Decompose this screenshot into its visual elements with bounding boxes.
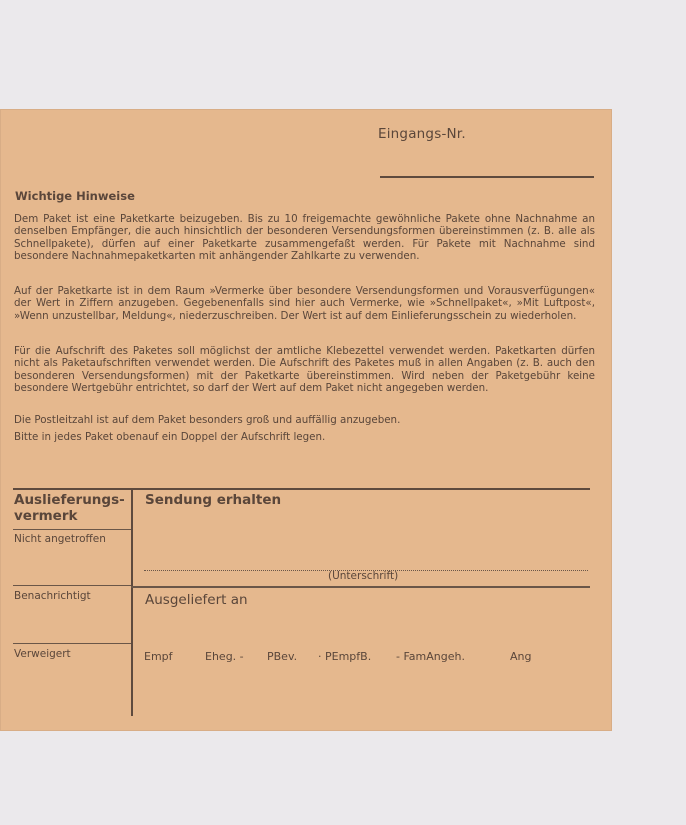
- form-top-rule: [13, 488, 590, 490]
- left-rule-2: [13, 585, 131, 586]
- verweigert-label: Verweigert: [14, 648, 71, 660]
- hinweise-paragraph-2: Auf der Paketkarte ist in dem Raum »Vermerke über besondere Versendungsformen und Vorausverfügungen« der Wert in Ziffern anzugeben. Gegebenenfalls sind hier auch Vermerke, wie »Schnellpaket«, »Mit Luftpost«, »Wenn unzustellbar, Meldung«, niederzuschreiben. Der Wert ist auf dem Einlieferungsschein zu wiederholen.: [14, 285, 595, 322]
- left-rule-3: [13, 643, 131, 644]
- hinweise-paragraph-4: Die Postleitzahl ist auf dem Paket besonders groß und auffällig anzugeben.: [14, 414, 401, 426]
- hinweise-title: Wichtige Hinweise: [15, 189, 135, 203]
- eingangs-nr-field-line: [380, 176, 594, 178]
- ausgeliefert-an-label: Ausgeliefert an: [145, 592, 248, 608]
- recipient-empf: Empf: [144, 650, 173, 663]
- form-column-divider: [131, 490, 133, 716]
- parcel-card: [0, 109, 612, 731]
- recipient-ang: Ang: [510, 650, 532, 663]
- recipient-eheg: Eheg. -: [205, 650, 244, 663]
- hinweise-paragraph-3: Für die Aufschrift des Paketes soll möglichst der amtliche Klebezettel verwendet werden. Paketkarten dürfen nicht als Paketaufschriften verwendet werden. Die Aufschrift des Paketes muß in allen Angaben (z. B. auch den besonderen Versendungsformen) mit der Paketkarte übereinstimmen. Wird neben der Paketgebühr keine besondere Wertgebühr entrichtet, so darf der Wert auf dem Paket nicht angegeben werden.: [14, 345, 595, 395]
- unterschrift-label: (Unterschrift): [328, 570, 399, 582]
- recipient-pempfb: · PEmpfB.: [318, 650, 372, 663]
- eingangs-nr-label: Eingangs-Nr.: [378, 126, 466, 142]
- sendung-erhalten-label: Sendung erhalten: [145, 492, 282, 508]
- auslieferungsvermerk-label: Auslieferungs- vermerk: [14, 492, 125, 524]
- hinweise-paragraph-5: Bitte in jedes Paket obenauf ein Doppel der Aufschrift legen.: [14, 431, 326, 443]
- hinweise-paragraph-1: Dem Paket ist eine Paketkarte beizugeben. Bis zu 10 freigemachte gewöhnliche Pakete ohne Nachnahme an denselben Empfänger, die auch hinsichtlich der besonderen Versendungsformen übereinstimmen (z. B. alle als Schnellpakete), dürfen auf einer Paketkarte zusammengefaßt werden. Für Pakete mit Nachnahme sind besondere Nachnahmepaketkarten mit anhängender Zahlkarte zu verwenden.: [14, 213, 595, 263]
- recipient-famangeh: - FamAngeh.: [396, 650, 465, 663]
- right-rule: [131, 586, 590, 588]
- recipient-pbev: PBev.: [267, 650, 298, 663]
- benachrichtigt-label: Benachrichtigt: [14, 590, 91, 602]
- nicht-angetroffen-label: Nicht angetroffen: [14, 533, 106, 545]
- left-rule-1: [13, 529, 131, 530]
